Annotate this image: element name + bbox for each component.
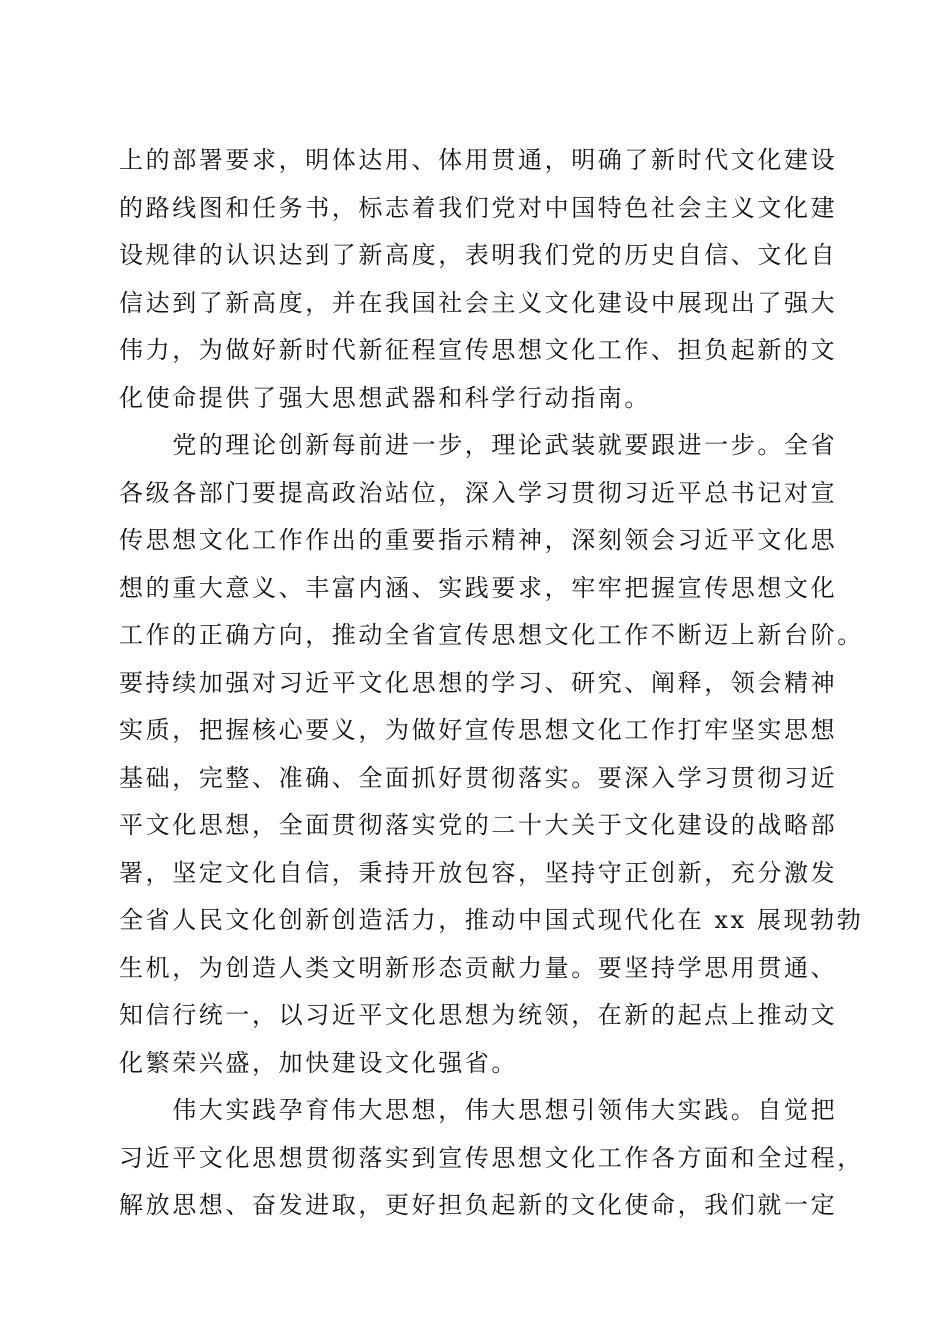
text-line: 伟力，为做好新时代新征程宣传思想文化工作、担负起新的文 [119,336,838,364]
text-line: 实质，把握核心要义，为做好宣传思想文化工作打牢坚实思想 [119,716,838,744]
text-line: 工作的正确方向，推动全省宣传思想文化工作不断迈上新台阶。 [119,621,864,649]
text-line: 知信行统一，以习近平文化思想为统领，在新的起点上推动文 [119,1001,838,1029]
text-line: 设规律的认识达到了新高度，表明我们党的历史自信、文化自 [119,241,838,269]
body-text [119,137,864,1230]
text-line: 解放思想、奋发进取，更好担负起新的文化使命，我们就一定 [119,1191,838,1219]
text-line: 的路线图和任务书，标志着我们党对中国特色社会主义文化建 [119,193,838,222]
text-line: 党的理论创新每前进一步，理论武装就要跟进一步。全省 [119,431,838,459]
text-line: 信达到了新高度，并在我国社会主义文化建设中展现出了强大 [119,288,838,317]
text-line: 全省人民文化创新创造活力，推动中国式现代化在 xx 展现勃勃 [119,906,864,934]
text-line: 平文化思想，全面贯彻落实党的二十大关于文化建设的战略部 [119,811,838,839]
text-line: 传思想文化工作作出的重要指示精神，深刻领会习近平文化思 [119,526,838,554]
text-line: 署，坚定文化自信，秉持开放包容，坚持守正创新，充分激发 [119,858,838,887]
text-line: 习近平文化思想贯彻落实到宣传思想文化工作各方面和全过程， [119,1143,864,1172]
text-line: 伟大实践孕育伟大思想，伟大思想引领伟大实践。自觉把 [119,1096,838,1124]
text-line: 要持续加强对习近平文化思想的学习、研究、阐释，领会精神 [119,668,838,697]
text-line: 基础，完整、准确、全面抓好贯彻落实。要深入学习贯彻习近 [119,763,838,792]
text-line: 化使命提供了强大思想武器和科学行动指南。 [119,383,651,412]
text-line: 各级各部门要提高政治站位，深入学习贯彻习近平总书记对宣 [119,478,838,507]
text-line: 想的重大意义、丰富内涵、实践要求，牢牢把握宣传思想文化 [119,573,838,602]
text-line: 生机，为创造人类文明新形态贡献力量。要坚持学思用贯通、 [119,953,838,982]
text-line: 化繁荣兴盛，加快建设文化强省。 [119,1048,518,1077]
text-line: 上的部署要求，明体达用、体用贯通，明确了新时代文化建设 [119,146,838,174]
